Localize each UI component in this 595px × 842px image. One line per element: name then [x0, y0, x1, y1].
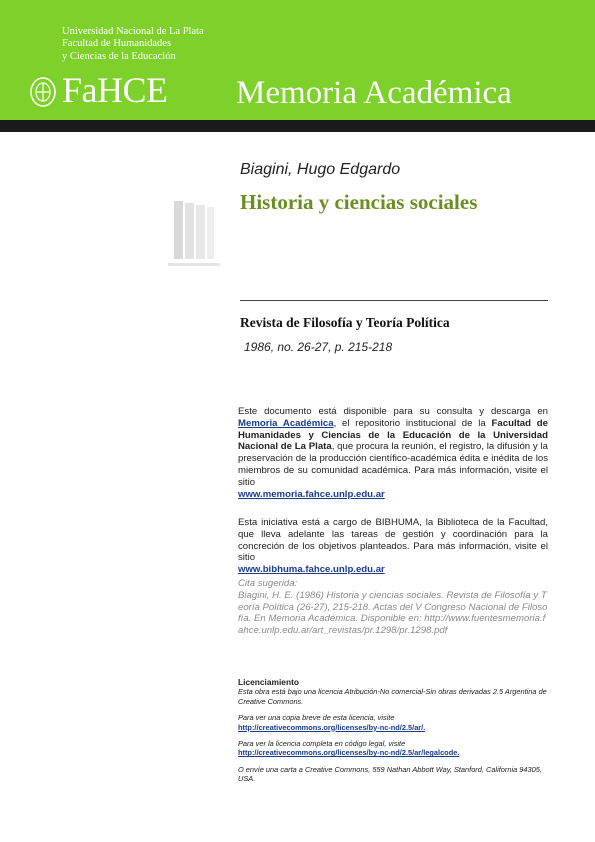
university-line: Universidad Nacional de La Plata: [62, 26, 204, 37]
citation-details: 1986, no. 26-27, p. 215-218: [244, 340, 393, 354]
p1-text-b: , el repositorio institucional de la: [333, 417, 492, 429]
header-divider-bar: [0, 120, 595, 132]
p2-text: Esta iniciativa está a cargo de BIBHUMA, la Biblioteca de la Facultad, que lleva adelante las tareas de gestión y coordinación para la concreción de los objetivos planteados. Para más información, visite el sitio: [238, 517, 548, 564]
citation-label: Cita sugerida:: [238, 578, 298, 589]
document-title: Historia y ciencias sociales: [240, 190, 478, 214]
author-name: Biagini, Hugo Edgardo: [240, 161, 401, 178]
mail-address: O envíe una carta a Creative Commons, 559 Nathan Abbott Way, Stanford, California 94305, USA.: [238, 764, 542, 784]
short-license-label: Para ver una copia breve de esta licencia, visite: [238, 713, 395, 723]
bibhuma-paragraph: [238, 517, 548, 576]
section-divider: [240, 300, 548, 301]
books-watermark-icon: [168, 195, 228, 275]
repository-name[interactable]: Memoria Académica: [236, 75, 512, 111]
faculty-line: Facultad de Humanidades: [62, 38, 172, 50]
license-heading: Licenciamiento: [238, 677, 299, 687]
fahce-logo[interactable]: FaHCE: [62, 70, 168, 110]
license-section: [238, 678, 550, 784]
memoria-academica-link[interactable]: Memoria Académica: [238, 417, 334, 429]
full-license-link[interactable]: http://creativecommons.org/licenses/by-nc-nd/2.5/ar/legalcode.: [238, 748, 460, 758]
availability-paragraph: [238, 406, 548, 500]
university-crest-icon: [28, 76, 58, 108]
suggested-citation: [238, 578, 550, 637]
citation-text: Biagini, H. E. (1986) Historia y ciencias sociales. Revista de Filosofía y Teoría Política (26-27), 215-218. Actas del V Congreso Nacional de Filosofía. En Memoria Académica. Disponible en: http://www.fuentesmemoria.fahce.unlp.edu.ar/art_revistas/pr.1298/pr.1298.pdf: [238, 589, 548, 637]
p1-text-c: , que procura la reunión, el registro, la difusión y la preservación de la producción científico-académica édita e inédita de los miembros de su comunidad académica. Para más información, visite el sitio: [238, 441, 548, 488]
university-names: [62, 26, 204, 63]
short-license-link[interactable]: http://creativecommons.org/licenses/by-nc-nd/2.5/ar/.: [238, 722, 426, 732]
memoria-site-link[interactable]: www.memoria.fahce.unlp.edu.ar: [238, 488, 385, 500]
faculty-line-2: y Ciencias de la Educación: [62, 50, 176, 62]
journal-name: Revista de Filosofía y Teoría Política: [240, 315, 450, 330]
p1-text-a: Este documento está disponible para su consulta y descarga en: [238, 406, 548, 417]
faculty-full-name: Facultad de Humanidades y Ciencias de la Educación de la Universidad Nacional de La Plata: [238, 417, 548, 453]
full-license-label: Para ver la licencia completa en código legal, visite: [238, 739, 406, 749]
bibhuma-site-link[interactable]: www.bibhuma.fahce.unlp.edu.ar: [238, 564, 385, 576]
license-intro: Esta obra está bajo una licencia Atribución-No comercial-Sin obras derivadas 2.5 Argentina de Creative Commons.: [238, 687, 547, 706]
